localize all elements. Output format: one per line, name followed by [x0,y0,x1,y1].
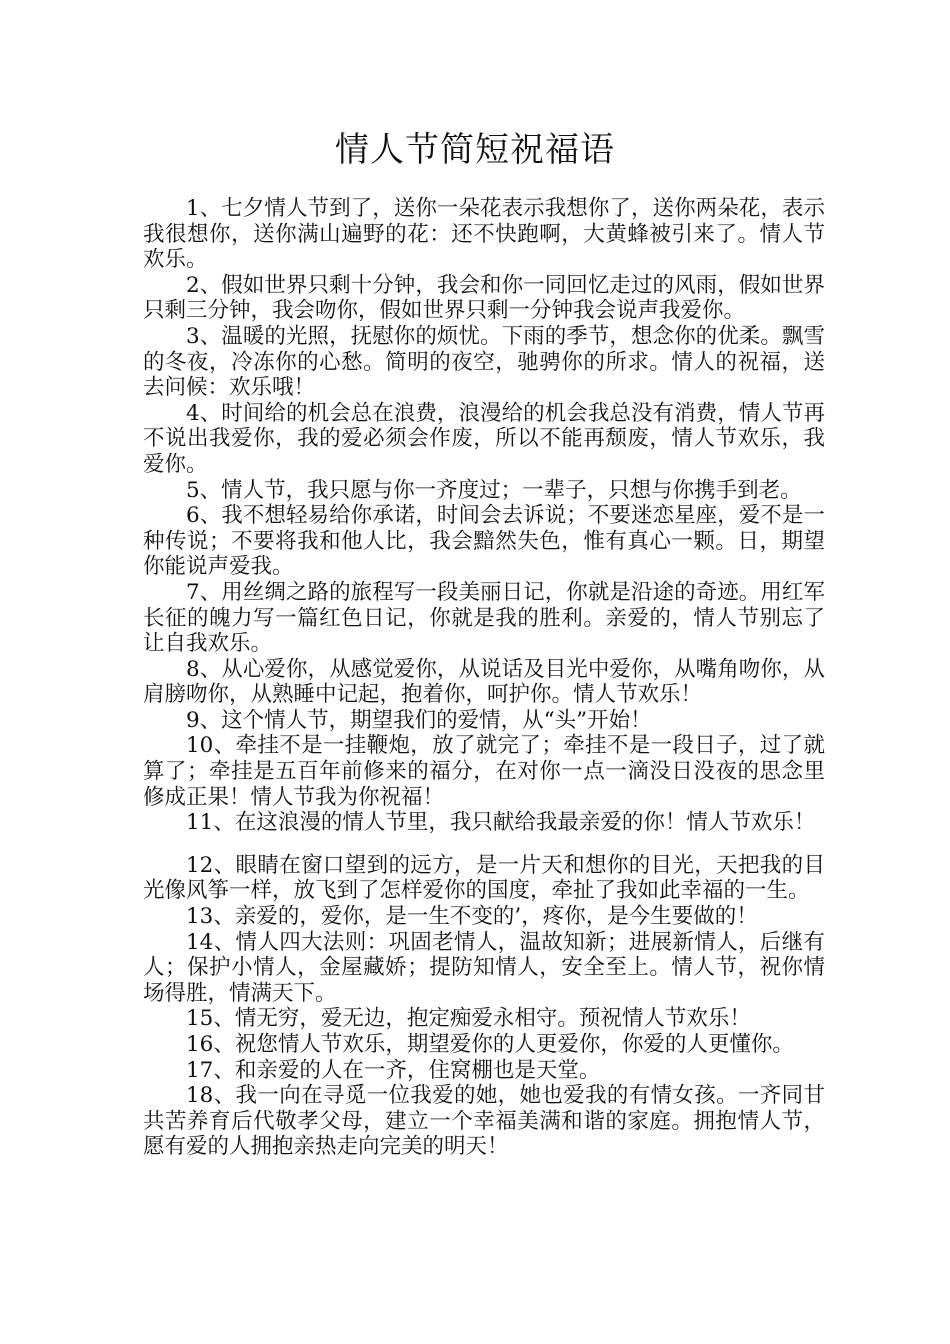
paragraph-2: 2、假如世界只剩十分钟，我会和你一同回忆走过的风雨，假如世界只剩三分钟，我会吻你，假如世界只剩一分钟我会说声我爱你。 [143,272,825,324]
paragraph-14: 14、情人四大法则：巩固老情人，温故知新；进展新情人，后继有人；保护小情人，金屋藏娇；提防知情人，安全至上。情人节，祝你情场得胜，情满天下。 [143,929,825,1006]
paragraph-7: 7、用丝绸之路的旅程写一段美丽日记，你就是沿途的奇迹。用红军长征的魄力写一篇红色日记，你就是我的胜利。亲爱的，情人节别忘了让自我欢乐。 [143,579,825,657]
document-body [143,196,825,1160]
paragraph-11: 11、在这浪漫的情人节里，我只献给我最亲爱的你！情人节欢乐！ [186,810,816,836]
paragraph-15: 15、情无穷，爱无边，抱定痴爱永相守。预祝情人节欢乐！ [186,1006,751,1032]
paragraph-18: 18、我一向在寻觅一位我爱的她，她也爱我的有情女孩。一齐同甘共苦养育后代敬孝父母，建立一个幸福美满和谐的家庭。拥抱情人节，愿有爱的人拥抱亲热走向完美的明天！ [143,1083,825,1160]
paragraph-12: 12、眼睛在窗口望到的远方，是一片天和想你的目光，天把我的目光像风筝一样，放飞到了怎样爱你的国度，牵扯了我如此幸福的一生。 [143,852,825,904]
paragraph-16: 16、祝您情人节欢乐，期望爱你的人更爱你，你爱的人更懂你。 [186,1032,794,1057]
paragraph-8: 8、从心爱你，从感觉爱你，从说话及目光中爱你，从嘴角吻你，从肩膀吻你，从熟睡中记起，抱着你，呵护你。情人节欢乐！ [143,656,825,708]
paragraph-5: 5、情人节，我只愿与你一齐度过；一辈子，只想与你携手到老。 [186,477,802,503]
document-title: 情人节简短祝福语 [335,130,615,170]
paragraph-3: 3、温暖的光照，抚慰你的烦忧。下雨的季节，想念你的优柔。飘雪的冬夜，冷冻你的心愁。简明的夜空，驰骋你的所求。情人的祝福，送去问候：欢乐哦！ [143,323,825,401]
paragraph-17: 17、和亲爱的人在一齐，住窝棚也是天堂。 [186,1057,601,1083]
paragraph-10: 10、牵挂不是一挂鞭炮，放了就完了；牵挂不是一段日子，过了就算了；牵挂是五百年前修来的福分，在对你一点一滴没日没夜的思念里修成正果！情人节我为你祝福！ [143,733,825,810]
paragraph-13: 13、亲爱的，爱你，是一生不变的’，疼你，是今生要做的！ [186,904,758,930]
paragraph-9: 9、这个情人节，期望我们的爱情，从“头”开始！ [186,707,652,733]
paragraph-1: 1、七夕情人节到了，送你一朵花表示我想你了，送你两朵花，表示我很想你，送你满山遍野的花：还不快跑啊，大黄蜂被引来了。情人节欢乐。 [143,196,825,273]
paragraph-6: 6、我不想轻易给你承诺，时间会去诉说；不要迷恋星座，爱不是一种传说；不要将我和他人比，我会黯然失色，惟有真心一颗。日，期望你能说声爱我。 [143,503,825,580]
paragraph-4: 4、时间给的机会总在浪费，浪漫给的机会我总没有消费，情人节再不说出我爱你，我的爱必须会作废，所以不能再颓废，情人节欢乐，我爱你。 [143,400,825,477]
